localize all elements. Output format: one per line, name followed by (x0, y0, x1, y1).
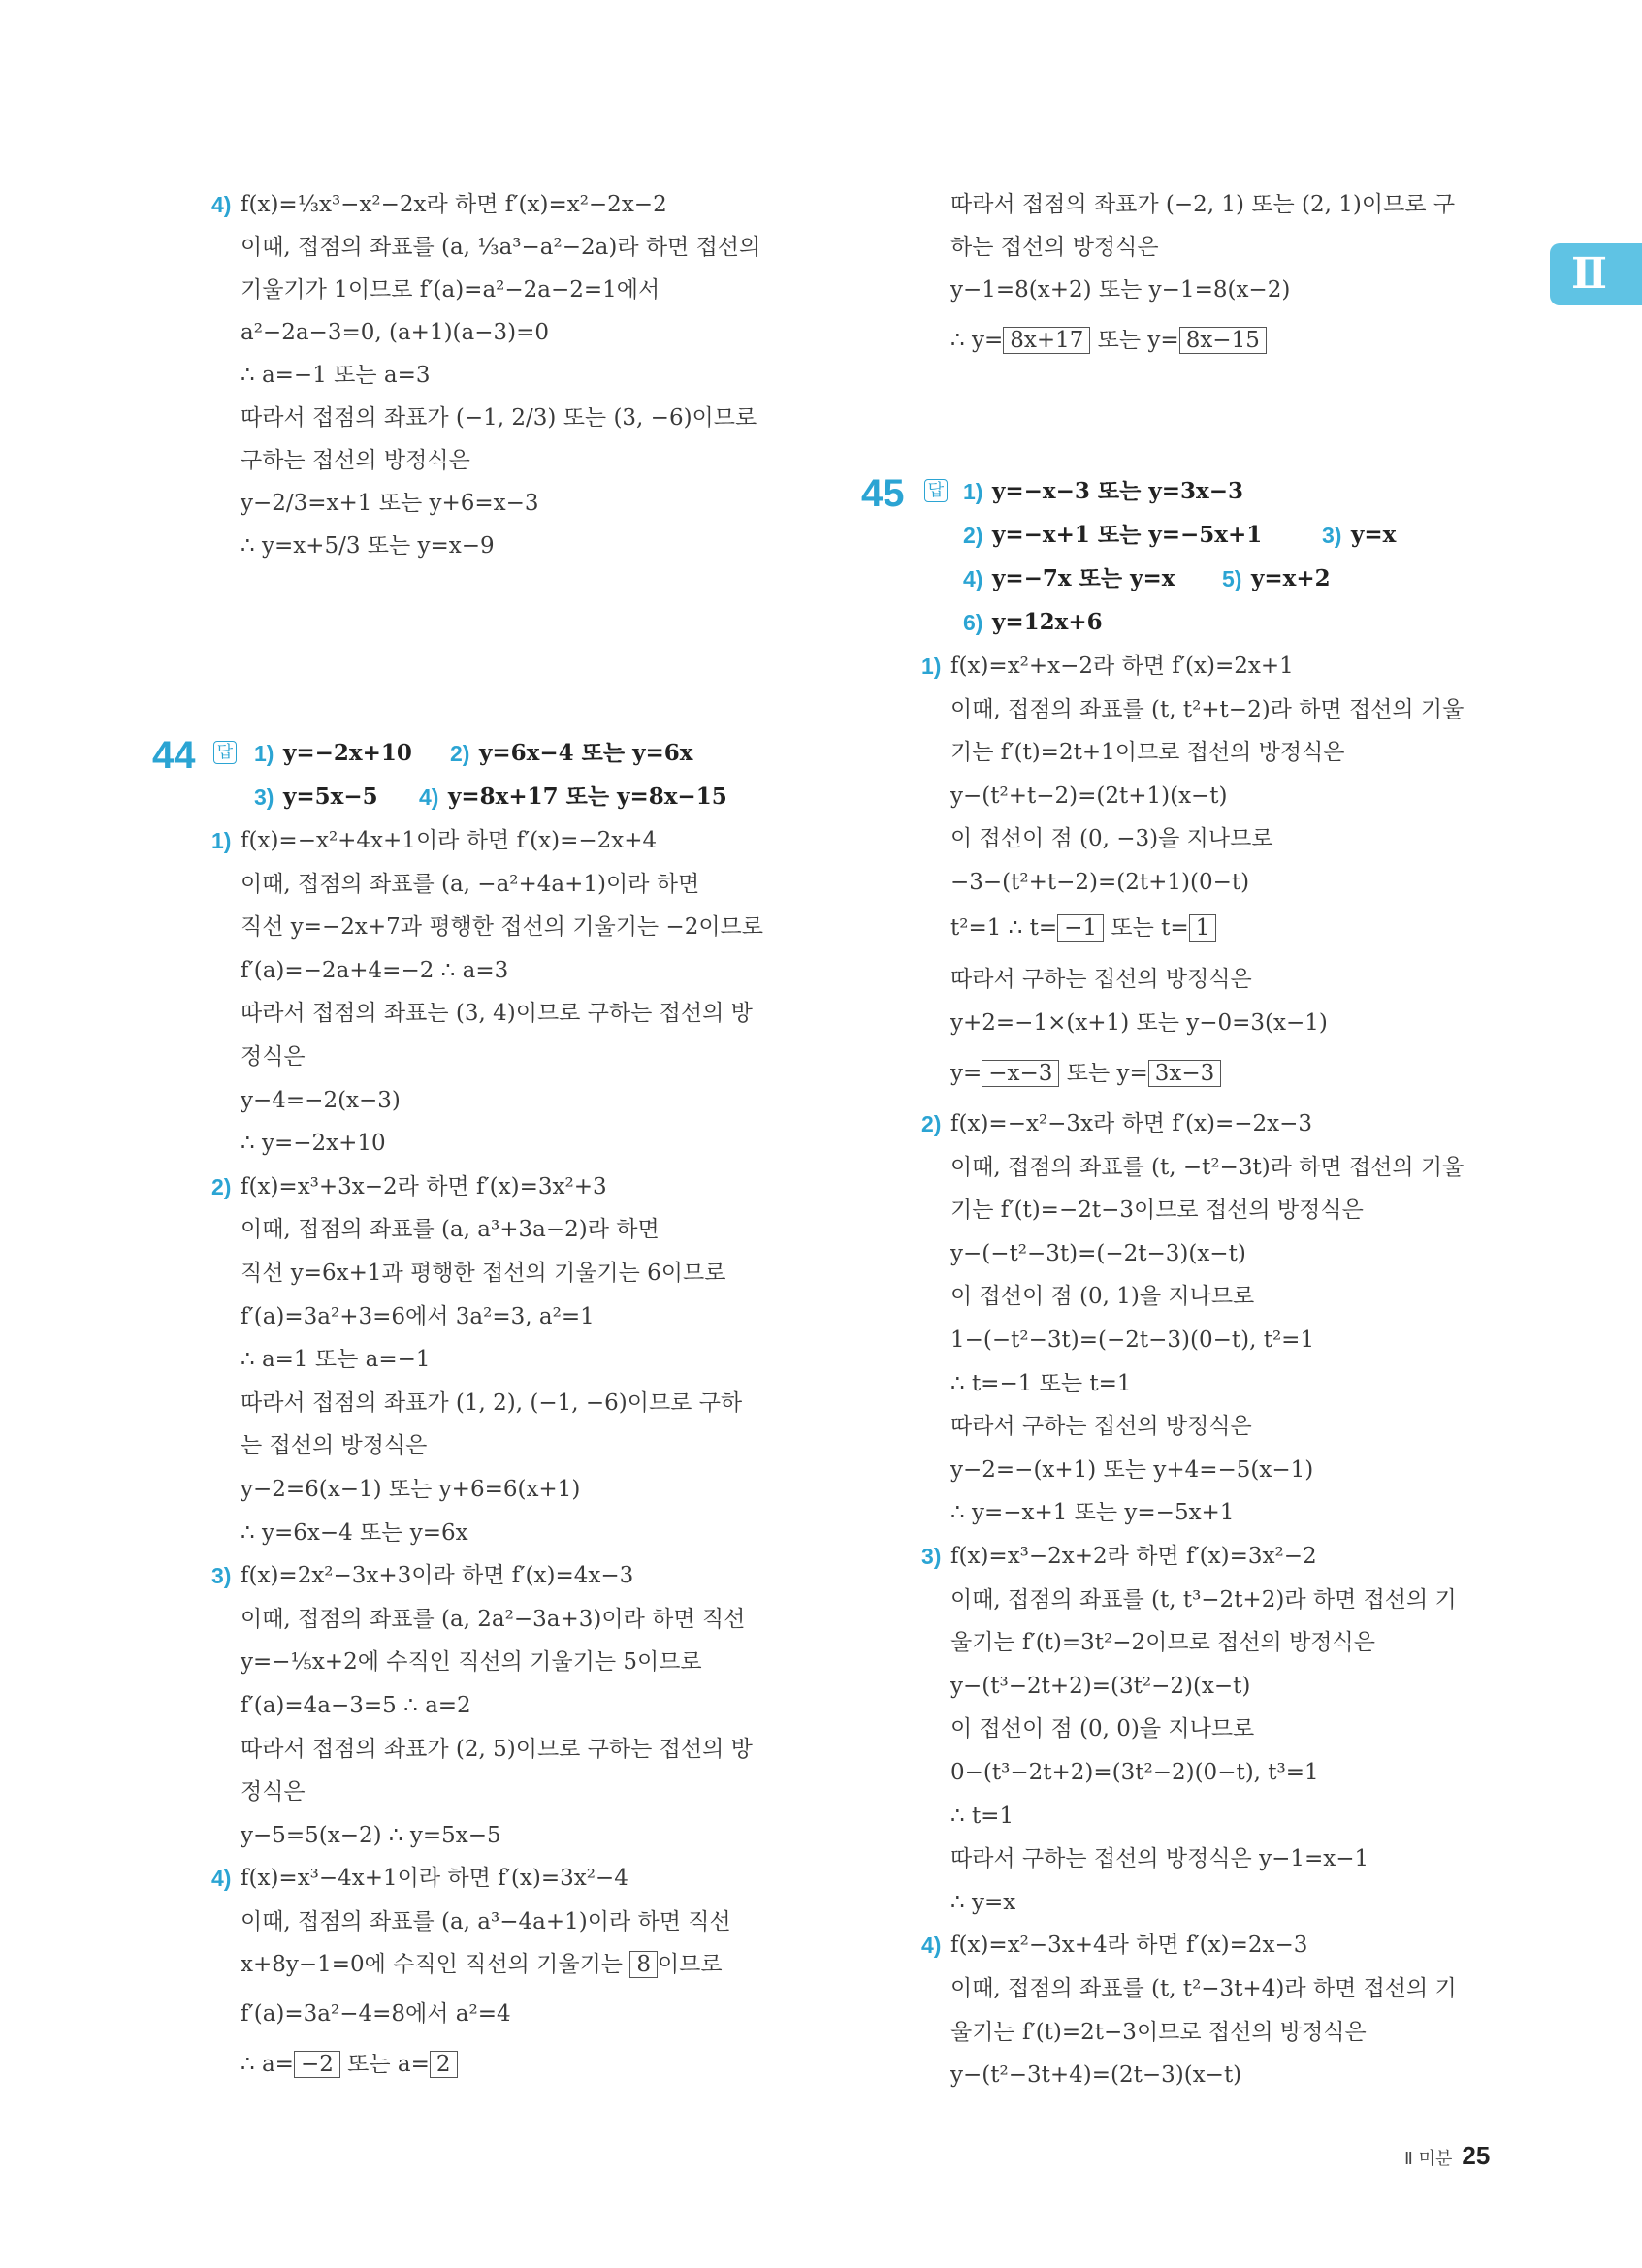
solution-line: 이때, 접점의 좌표를 (a, a³+3a−2)라 하면 (241, 1217, 660, 1243)
solution-line: f(x)=−x²+4x+1이라 하면 f′(x)=−2x+4 (241, 828, 658, 853)
solution-line: y−(t³−2t+2)=(3t²−2)(x−t) (950, 1673, 1251, 1699)
boxed-value: −2 (294, 2051, 340, 2078)
footer-section: Ⅱ 미분 (1404, 2149, 1453, 2169)
final-pre: ∴ a= (241, 2052, 294, 2077)
solution-line: 따라서 구하는 접선의 방정식은 y−1=x−1 (950, 1846, 1369, 1872)
answer-text: y=12x+6 (992, 609, 1103, 635)
solution-line: f′(a)=3a²−4=8에서 a²=4 (241, 2001, 511, 2027)
item-label: 1) (211, 828, 232, 853)
final-pre: y= (950, 1061, 982, 1086)
solution-line: 이 접선이 점 (0, −3)을 지나므로 (950, 826, 1273, 851)
boxed-value: −x−3 (982, 1060, 1059, 1087)
solution-line: ∴ y=6x−4 또는 y=6x (241, 1519, 468, 1546)
solution-line: 따라서 접점의 좌표가 (−1, 2/3) 또는 (3, −6)이므로 (241, 405, 757, 431)
solution-line: f′(a)=4a−3=5 ∴ a=2 (241, 1693, 471, 1718)
solution-line: 는 접선의 방정식은 (241, 1433, 428, 1459)
solution-line: 이때, 접점의 좌표를 (t, t²+t−2)라 하면 접선의 기울 (950, 696, 1465, 722)
boxed-value: 8x+17 (1003, 327, 1090, 354)
boxed-value: 8x−15 (1179, 327, 1267, 354)
solution-line: 울기는 f′(t)=3t²−2이므로 접선의 방정식은 (950, 1630, 1375, 1656)
solution-line: ∴ a=1 또는 a=−1 (241, 1347, 431, 1373)
solution-line: y=−⅕x+2에 수직인 직선의 기울기는 5이므로 (241, 1649, 702, 1676)
solution-line: 정식은 (241, 1044, 306, 1070)
page-footer (1404, 2141, 1490, 2171)
solution-line: 이때, 접점의 좌표를 (t, −t²−3t)라 하면 접선의 기울 (950, 1154, 1465, 1180)
item-label: 4) (211, 192, 232, 217)
item-label: 4) (211, 1866, 232, 1892)
solution-line: 울기는 f′(t)=2t−3이므로 접선의 방정식은 (950, 2019, 1367, 2045)
item-label: 1) (921, 654, 942, 679)
boxed-value: 8 (629, 1951, 658, 1978)
boxed-line-post: 이므로 (657, 1952, 723, 1977)
solution-line: 따라서 접점의 좌표가 (1, 2), (−1, −6)이므로 구하 (241, 1390, 743, 1416)
solution-line: 이때, 접점의 좌표를 (t, t²−3t+4)라 하면 접선의 기 (950, 1976, 1457, 2001)
solution-line: f(x)=2x²−3x+3이라 하면 f′(x)=4x−3 (241, 1563, 634, 1589)
solution-line: 0−(t³−2t+2)=(3t²−2)(0−t), t³=1 (950, 1760, 1319, 1785)
boxed-line-pre: t²=1 ∴ t= (950, 915, 1058, 941)
solution-line: 따라서 구하는 접선의 방정식은 (950, 967, 1252, 992)
solution-line: ∴ a=−1 또는 a=3 (241, 363, 431, 388)
solution-line: a²−2a−3=0, (a+1)(a−3)=0 (241, 320, 550, 345)
boxed-value: 3x−3 (1148, 1060, 1222, 1087)
solution-line: y−4=−2(x−3) (241, 1087, 401, 1113)
final-answer-45-1 (950, 1059, 1221, 1088)
solution-line: 이때, 접점의 좌표를 (a, −a²+4a+1)이라 하면 (241, 871, 700, 897)
final-mid: 또는 a= (339, 2052, 430, 2077)
solution-line: 기는 f′(t)=−2t−3이므로 접선의 방정식은 (950, 1198, 1364, 1224)
boxed-line-mid: 또는 t= (1104, 915, 1189, 941)
final-answer-44 (241, 2050, 458, 2079)
solution-line: y−1=8(x+2) 또는 y−1=8(x−2) (950, 277, 1291, 303)
solution-line: 따라서 구하는 접선의 방정식은 (950, 1414, 1252, 1440)
solution-line: 이때, 접점의 좌표를 (t, t³−2t+2)라 하면 접선의 기 (950, 1586, 1457, 1613)
answer-text: y=8x+17 또는 y=8x−15 (448, 783, 727, 810)
answer-label: 2) (450, 741, 470, 766)
solution-line: y−(−t²−3t)=(−2t−3)(x−t) (950, 1240, 1246, 1266)
answer-mark-45: 답 (924, 479, 948, 502)
solution-line: 직선 y=6x+1과 평행한 접선의 기울기는 6이므로 (241, 1261, 726, 1286)
solution-line: 직선 y=−2x+7과 평행한 접선의 기울기는 −2이므로 (241, 914, 763, 941)
solution-line: y−(t²−3t+4)=(2t−3)(x−t) (950, 2062, 1242, 2089)
solution-line: ∴ y=−x+1 또는 y=−5x+1 (950, 1500, 1235, 1526)
solution-line: 이때, 접점의 좌표를 (a, ⅓a³−a²−2a)라 하면 접선의 (241, 235, 761, 260)
answer-label: 2) (963, 523, 983, 548)
solution-line: 이때, 접점의 좌표를 (a, 2a²−3a+3)이라 하면 직선 (241, 1606, 746, 1632)
boxed-value: 1 (1189, 914, 1217, 942)
solution-line: ∴ t=−1 또는 t=1 (950, 1370, 1132, 1396)
boxed-value: −1 (1057, 914, 1104, 942)
answer-label: 6) (963, 610, 983, 635)
solution-line: f′(a)=−2a+4=−2 ∴ a=3 (241, 957, 509, 983)
solution-line: 정식은 (241, 1779, 306, 1805)
answer-text: y=−7x 또는 y=x (992, 565, 1175, 591)
page-number: 25 (1462, 2141, 1491, 2170)
solution-line: y−(t²+t−2)=(2t+1)(x−t) (950, 783, 1228, 809)
answer-label: 3) (1322, 523, 1342, 548)
boxed-value: 2 (430, 2051, 458, 2078)
answer-text: y=x+2 (1251, 565, 1331, 591)
solution-line: 이때, 접점의 좌표를 (a, a³−4a+1)이라 하면 직선 (241, 1909, 731, 1934)
final-mid: 또는 y= (1090, 328, 1179, 353)
boxed-line-45 (950, 913, 1216, 942)
answer-label: 1) (963, 479, 983, 504)
solution-line: y−2/3=x+1 또는 y+6=x−3 (241, 491, 539, 516)
answer-text: y=−2x+10 (283, 740, 412, 766)
solution-line: 하는 접선의 방정식은 (950, 235, 1159, 260)
solution-line: 1−(−t²−3t)=(−2t−3)(0−t), t²=1 (950, 1327, 1315, 1353)
solution-line: f(x)=⅓x³−x²−2x라 하면 f′(x)=x²−2x−2 (241, 192, 667, 217)
solution-line: y+2=−1×(x+1) 또는 y−0=3(x−1) (950, 1010, 1328, 1036)
solution-line: ∴ y=x (950, 1889, 1016, 1915)
solution-line: f(x)=x³+3x−2라 하면 f′(x)=3x²+3 (241, 1173, 607, 1199)
solution-line: f(x)=x³−4x+1이라 하면 f′(x)=3x²−4 (241, 1866, 628, 1892)
solution-line: 이 접선이 점 (0, 0)을 지나므로 (950, 1716, 1255, 1742)
item-label: 4) (921, 1933, 942, 1959)
solution-line: f(x)=x²+x−2라 하면 f′(x)=2x+1 (950, 654, 1294, 679)
item-label: 3) (921, 1544, 942, 1569)
answer-text: y=−x−3 또는 y=3x−3 (992, 478, 1243, 504)
problem-number-45: 45 (861, 472, 905, 515)
answer-text: y=6x−4 또는 y=6x (479, 740, 693, 766)
solution-line: 이 접선이 점 (0, 1)을 지나므로 (950, 1284, 1255, 1310)
solution-line: y−5=5(x−2) ∴ y=5x−5 (241, 1822, 501, 1848)
final-pre: ∴ y= (950, 328, 1004, 353)
solution-line: f(x)=−x²−3x라 하면 f′(x)=−2x−3 (950, 1111, 1313, 1136)
answer-label: 4) (963, 566, 983, 591)
solution-line: −3−(t²+t−2)=(2t+1)(0−t) (950, 869, 1250, 895)
boxed-line-44 (241, 1950, 723, 1979)
answer-mark-44: 답 (213, 741, 237, 764)
final-mid: 또는 y= (1059, 1061, 1148, 1086)
solution-line: 구하는 접선의 방정식은 (241, 448, 470, 473)
final-answer-44-4 (950, 326, 1267, 355)
answer-label: 3) (254, 784, 274, 810)
answer-label: 5) (1222, 566, 1242, 591)
item-label: 3) (211, 1563, 232, 1589)
solution-line: ∴ y=x+5/3 또는 y=x−9 (241, 533, 495, 559)
solution-line: y−2=−(x+1) 또는 y+4=−5(x−1) (950, 1456, 1314, 1483)
solution-line: f′(a)=3a²+3=6에서 3a²=3, a²=1 (241, 1303, 595, 1329)
solution-line: ∴ y=−2x+10 (241, 1131, 386, 1157)
solution-line: 따라서 접점의 좌표가 (2, 5)이므로 구하는 접선의 방 (241, 1736, 753, 1762)
solution-line: y−2=6(x−1) 또는 y+6=6(x+1) (241, 1477, 581, 1502)
item-label: 2) (921, 1111, 942, 1136)
answer-text: y=5x−5 (283, 783, 378, 810)
boxed-line-pre: x+8y−1=0에 수직인 직선의 기울기는 (241, 1952, 630, 1977)
answer-text: y=−x+1 또는 y=−5x+1 (992, 522, 1263, 548)
solution-line: f(x)=x²−3x+4라 하면 f′(x)=2x−3 (950, 1933, 1308, 1959)
solution-line: 따라서 접점의 좌표는 (3, 4)이므로 구하는 접선의 방 (241, 1001, 753, 1027)
solution-line: 따라서 접점의 좌표가 (−2, 1) 또는 (2, 1)이므로 구 (950, 192, 1456, 217)
solution-line: ∴ t=1 (950, 1803, 1014, 1829)
answer-label: 1) (254, 741, 274, 766)
section-tab: Ⅱ (1550, 243, 1642, 305)
solution-line: 기울기가 1이므로 f′(a)=a²−2a−2=1에서 (241, 277, 660, 303)
solution-line: f(x)=x³−2x+2라 하면 f′(x)=3x²−2 (950, 1544, 1317, 1569)
answer-label: 4) (419, 784, 439, 810)
problem-number-44: 44 (152, 734, 196, 777)
solution-line: 기는 f′(t)=2t+1이므로 접선의 방정식은 (950, 740, 1345, 765)
answer-text: y=x (1351, 522, 1397, 548)
item-label: 2) (211, 1173, 232, 1199)
